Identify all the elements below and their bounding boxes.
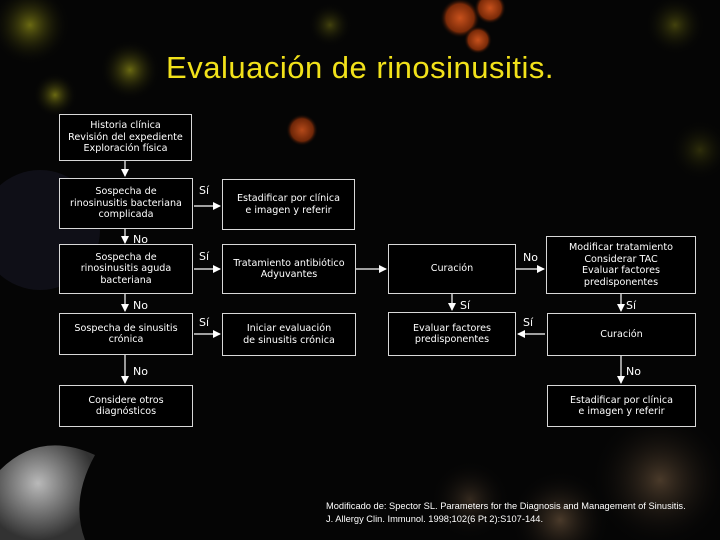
label-no-curacion-2: No bbox=[626, 365, 641, 378]
label-si-curacion: Sí bbox=[460, 299, 471, 312]
label-si-cronica: Sí bbox=[199, 316, 210, 329]
box-estadificar-1: Estadificar por clínica e imagen y referir bbox=[222, 179, 355, 230]
citation-credit: Modificado de: Spector SL. Parameters for the Diagnosis and Management of Sinusitis. J. Allergy Clin. Immunol. 1998;102(6 Pt 2):S107-144. bbox=[326, 501, 686, 524]
label-si-aguda: Sí bbox=[199, 250, 210, 263]
label-no-curacion: No bbox=[523, 251, 538, 264]
box-sospecha-complicada: Sospecha de rinosinusitis bacteriana complicada bbox=[59, 178, 193, 229]
page-title: Evaluación de rinosinusitis. bbox=[166, 50, 554, 85]
label-no-complicada: No bbox=[133, 233, 148, 246]
box-considere: Considere otros diagnósticos bbox=[59, 385, 193, 427]
label-no-cronica: No bbox=[133, 365, 148, 378]
box-curacion-1: Curación bbox=[388, 244, 516, 294]
label-si-curacion-2: Sí bbox=[523, 316, 534, 329]
label-si-complicada: Sí bbox=[199, 184, 210, 197]
box-estadificar-2: Estadificar por clínica e imagen y referir bbox=[547, 385, 696, 427]
box-tratamiento: Tratamiento antibiótico Adyuvantes bbox=[222, 244, 356, 294]
box-sospecha-aguda: Sospecha de rinosinusitis aguda bacteriana bbox=[59, 244, 193, 294]
box-historia: Historia clínica Revisión del expediente Exploración física bbox=[59, 114, 192, 161]
box-modificar: Modificar tratamiento Considerar TAC Evaluar factores predisponentes bbox=[546, 236, 696, 294]
label-no-aguda: No bbox=[133, 299, 148, 312]
box-curacion-2: Curación bbox=[547, 313, 696, 356]
box-iniciar: Iniciar evaluación de sinusitis crónica bbox=[222, 313, 356, 356]
label-si-modificar: Sí bbox=[626, 299, 637, 312]
box-evaluar: Evaluar factores predisponentes bbox=[388, 312, 516, 356]
box-sospecha-cronica: Sospecha de sinusitis crónica bbox=[59, 313, 193, 355]
